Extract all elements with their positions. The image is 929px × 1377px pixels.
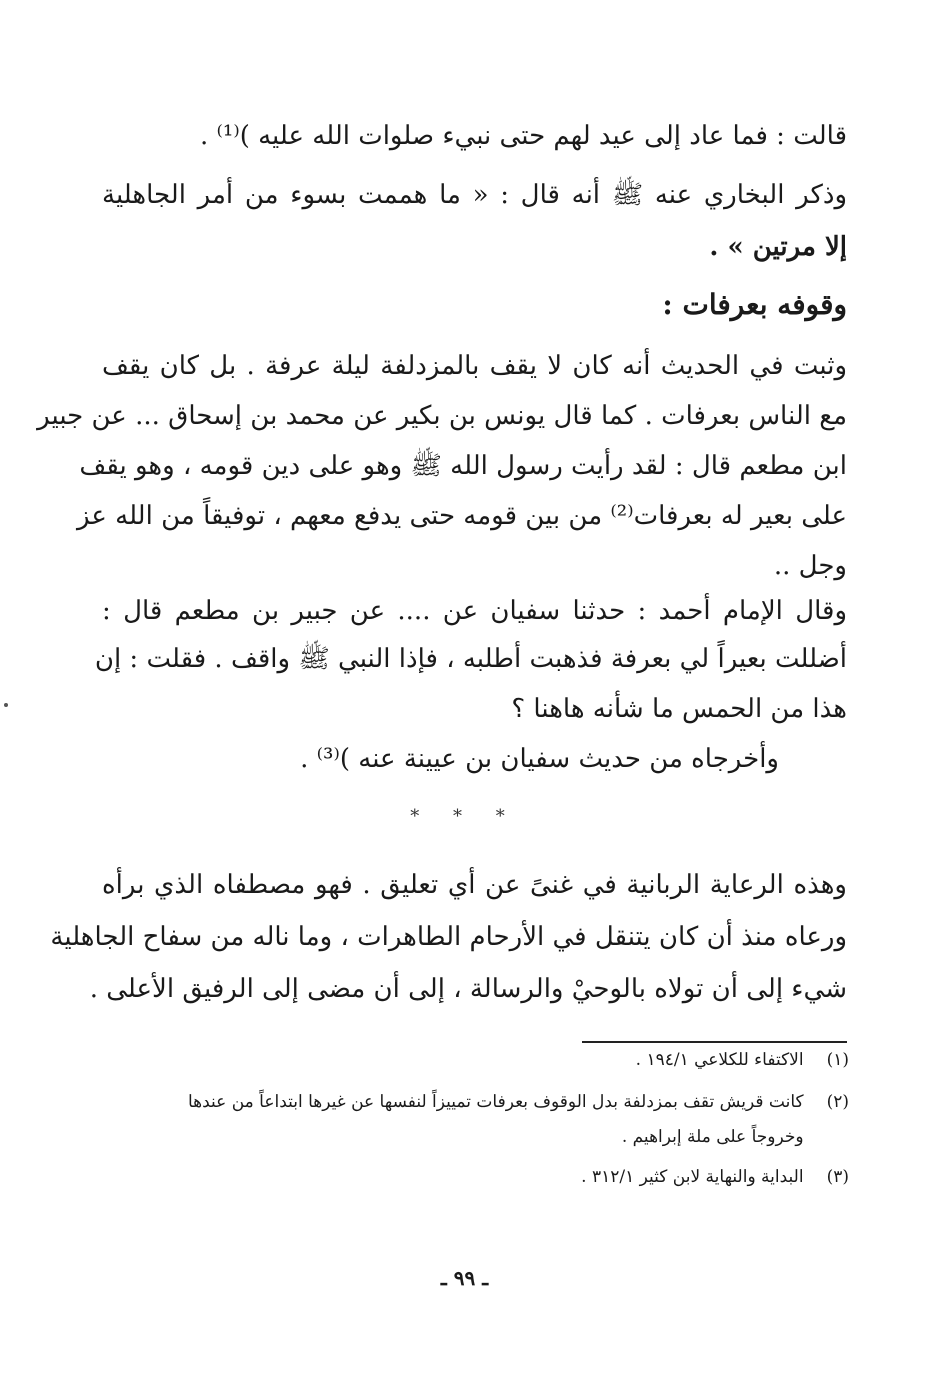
body-line-16: شيء إلى أن تولاه بالوحيْ والرسالة ، إلى أن مضى إلى الرفيق الأعلى . <box>89 974 847 1004</box>
body-line-6: مع الناس بعرفات . كما قال يونس بن بكير عن محمد بن إسحاق ... عن جبير <box>37 401 847 431</box>
section-heading: وقوفه بعرفات : <box>662 288 847 321</box>
scan-edge-mark <box>4 703 8 707</box>
footnote-text: الاكتفاء للكلاعي ١٩٤/١ . <box>635 1050 804 1070</box>
body-line-15: ورعاه منذ أن كان يتنقل في الأرحام الطاهرات ، وما ناله من سفاح الجاهلية <box>50 922 847 952</box>
page-number: ـ ٩٩ ـ <box>440 1266 489 1290</box>
body-line-8: على بعير له بعرفات⁽²⁾ من بين قومه حتى يدفع معهم ، توفيقاً من الله عز <box>77 501 847 531</box>
footnote-number: (٢) <box>826 1092 849 1112</box>
body-line-11: أضللت بعيراً لي بعرفة فذهبت أطلبه ، فإذا النبي ﷺ واقف . فقلت : إن <box>94 644 847 674</box>
footnote-text: البداية والنهاية لابن كثير ٣١٢/١ . <box>581 1167 804 1187</box>
body-line-1: قالت : فما عاد إلى عيد لهم حتى نبيء صلوات الله عليه )⁽¹⁾ . <box>199 121 847 151</box>
body-line-10: وقال الإمام أحمد : حدثنا سفيان عن .... عن جبير بن مطعم قال : <box>102 596 847 626</box>
footnote-3 <box>99 1162 849 1192</box>
body-line-14: وهذه الرعاية الربانية في غنىً عن أي تعليق . فهو مصطفاه الذي برأه <box>102 870 847 900</box>
body-line-12: هذا من الحمس ما شأنه هاهنا ؟ <box>511 694 847 724</box>
section-separator: * * * <box>410 806 519 827</box>
footnote-text: وخروجاً على ملة إبراهيم . <box>621 1127 804 1147</box>
footnote-number: (٣) <box>826 1167 849 1187</box>
body-line-13: وأخرجاه من حديث سفيان بن عيينة عنه )⁽³⁾ . <box>300 744 779 774</box>
footnote-number: (١) <box>826 1050 849 1070</box>
footnote-text: كانت قريش تقف بمزدلفة بدل الوقوف بعرفات تمييزاً لنفسها عن غيرها ابتداعاً من عندها <box>187 1092 804 1112</box>
footnote-2-continued <box>99 1122 849 1152</box>
footnote-1 <box>99 1045 849 1075</box>
body-line-9: وجل .. <box>773 551 847 581</box>
body-line-2: وذكر البخاري عنه ﷺ أنه قال : « ما هممت بسوء من أمر الجاهلية <box>102 180 847 210</box>
body-line-5: وثبت في الحديث أنه كان لا يقف بالمزدلفة ليلة عرفة . بل كان يقف <box>102 351 847 381</box>
footnote-divider <box>582 1041 847 1043</box>
footnote-2 <box>99 1087 849 1117</box>
body-line-7: ابن مطعم قال : لقد رأيت رسول الله ﷺ وهو على دين قومه ، وهو يقف <box>79 451 847 481</box>
body-line-3: إلا مرتين » . <box>709 232 847 262</box>
